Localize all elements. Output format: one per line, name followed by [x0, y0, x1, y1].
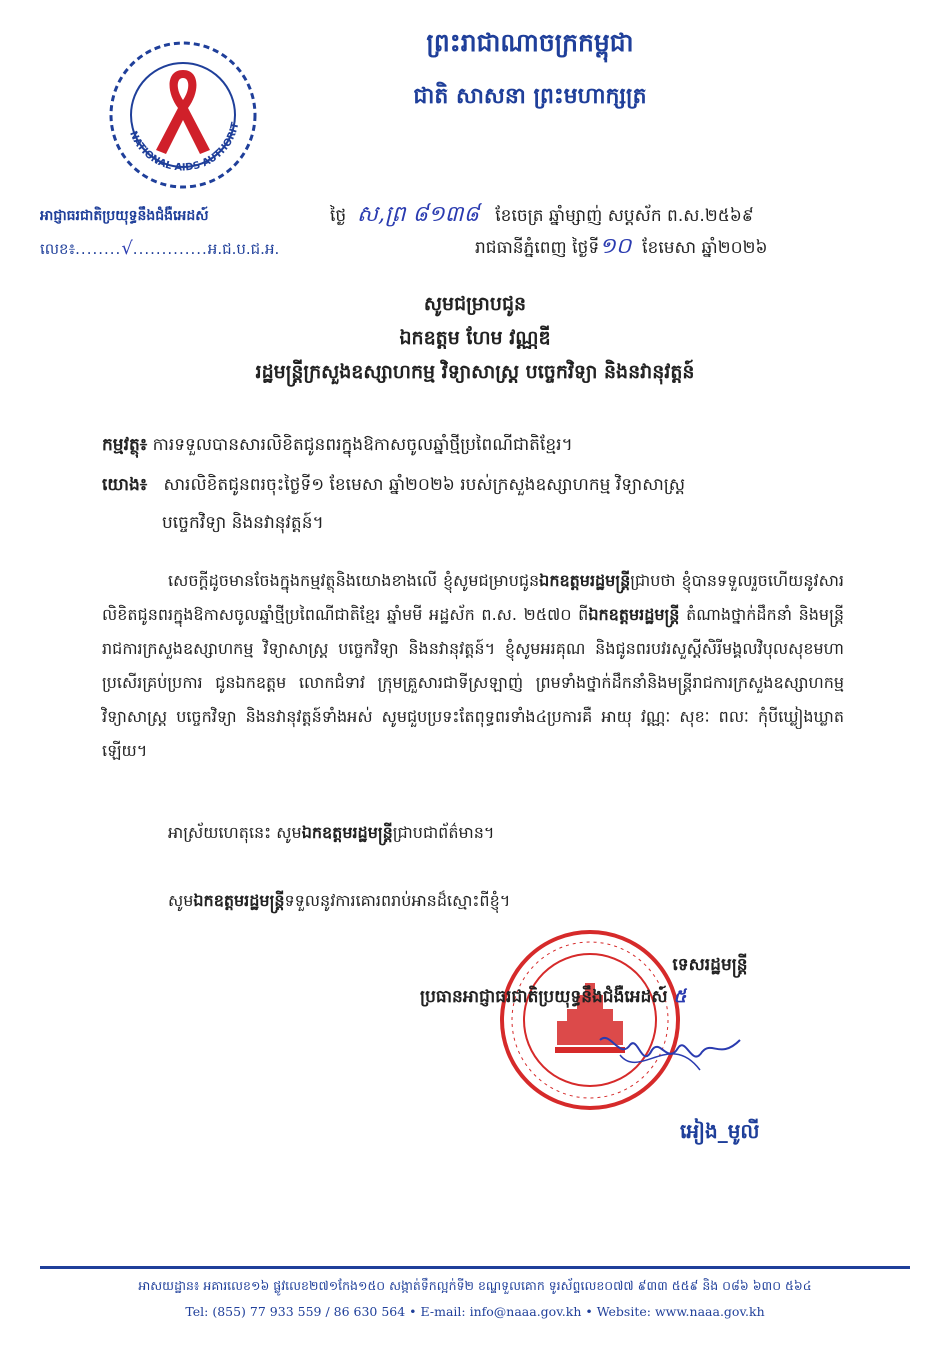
national-motto: ជាតិ សាសនា ព្រះមហាក្សត្រ [413, 84, 647, 109]
footer-contact: Tel: (855) 77 933 559 / 86 630 564 • E-mail: info@naaa.gov.kh • Website: www.naaa.gov.kh [185, 1304, 765, 1319]
kingdom-title: ព្រះរាជាណាចក្រកម្ពុជា [426, 28, 634, 57]
addressee-greeting: សូមជម្រាបជូន [423, 293, 527, 315]
body-paragraph-2: អាស្រ័យហេតុនេះ សូមឯកឧត្តមរដ្ឋមន្ត្រីជ្រាបជាព័ត៌មាន។ [168, 823, 495, 842]
reference-label: លេខ៖ [40, 240, 76, 258]
subject-text: ការទទួលបានសារលិខិតជូនពរក្នុងឱកាសចូលឆ្នាំថ្មីប្រពៃណីជាតិខ្មែរ។ [152, 435, 573, 455]
initial-mark: ៥ [673, 986, 687, 1007]
logo-text: NATIONAL AIDS AUTHORIT [127, 121, 242, 174]
body-paragraph-3: សូមឯកឧត្តមរដ្ឋមន្ត្រីទទួលនូវការគោរពរាប់អានដ៏ស្មោះពីខ្ញុំ។ [168, 891, 511, 910]
reference-suffix: អ.ជ.ប.ជ.អ. [207, 240, 280, 258]
addressee-title: រដ្ឋមន្ត្រីក្រសួងឧស្សាហកម្ម វិទ្យាសាស្ត្រ បច្ចេកវិទ្យា និងនវានុវត្តន៍ [255, 361, 695, 383]
reference-line: យោង៖ សារលិខិតជូនពរចុះថ្ងៃទី១ ខែមេសា ឆ្នាំ២០២៦ របស់ក្រសួងឧស្សាហកម្ម វិទ្យាសាស្ត្រ [102, 475, 686, 495]
reference-handwritten: √ [121, 238, 133, 259]
addressee-name: ឯកឧត្តម ហែម វណ្ណឌី [399, 327, 551, 349]
footer-address: អាសយដ្ឋាន៖ អគារលេខ១៦ ផ្លូវលេខ២៧១កែង១៥០ សង្កាត់ទឹកល្អក់ទី២ ខណ្ឌទួលគោក ទូរស័ព្ទលេខ០៧៧ ៩៣៣ ៥៥៩ និង ០៨៦ ៦៣០ ៥៦៤ [138, 1278, 812, 1293]
naa-logo [88, 30, 278, 210]
subject-label: កម្មវត្ថុ៖ [102, 435, 148, 455]
handwritten-day: ១០ [599, 234, 632, 259]
signatory-name: អៀង_មូលី [680, 1119, 760, 1143]
reference-line-label: យោង៖ [102, 475, 148, 495]
signatory-title: ទេសរដ្ឋមន្ត្រី [672, 955, 748, 975]
date-line-lunar: ថ្ងៃ ស,ព្រ ៨១៣៨ ខែចេត្រ ឆ្នាំម្សាញ់ សប្តស័ក ព.ស.២៥៦៩ [330, 202, 754, 227]
handwritten-signature [580, 1010, 760, 1090]
signatory-organization: ប្រធានអាជ្ញាធរជាតិប្រយុទ្ធនឹងជំងឺអេដស៍ ៥ [420, 986, 687, 1007]
date-line-solar: រាជធានីភ្នំពេញ ថ្ងៃទី១០ ខែមេសា ឆ្នាំ២០២៦ [475, 234, 768, 259]
handwritten-lunar-date: ស,ព្រ ៨១៣៨ [357, 202, 480, 227]
body-paragraph-1: សេចក្តីដូចមានចែងក្នុងកម្មវត្ថុនិងយោងខាងលើ ខ្ញុំសូមជម្រាបជូនឯកឧត្តមរដ្ឋមន្ត្រីជ្រាបថា ខ្ញុំបានទទួលរួចហើយនូវសារលិខិតជូនពរក្នុងឱកាសចូលឆ្នាំថ្មីប្រពៃណីជាតិខ្មែរ ឆ្នាំមមី អដ្ឋស័ក ព.ស. ២៥៧០ ពីឯកឧត្តមរដ្ឋមន្ត្រី តំណាងថ្នាក់ដឹកនាំ និងមន្ត្រីរាជការក្រសួងឧស្សាហកម្ម វិទ្យាសាស្ត្រ បច្ចេកវិទ្យា និងនវានុវត្តន៍។ ខ្ញុំសូមអរគុណ និងជូនពរបវរសួស្តីសិរីមង្គលវិបុលសុខមហាប្រសើរគ្រប់ប្រការ ជូនឯកឧត្តម លោកជំទាវ ក្រុមគ្រួសារជាទីស្រឡាញ់ ព្រមទាំងថ្នាក់ដឹកនាំនិងមន្ត្រីរាជការក្រសួងឧស្សាហកម្ម វិទ្យាសាស្ត្រ បច្ចេកវិទ្យា និងនវានុវត្តន៍ទាំងអស់ សូមជួបប្រទះតែពុទ្ធពរទាំង៤ប្រការគឺ អាយុ វណ្ណៈ សុខៈ ពលៈ កុំបីឃ្លៀងឃ្លាតឡើយ។ [102, 571, 844, 760]
reference-number: លេខ៖........√.............អ.ជ.ប.ជ.អ. [40, 238, 280, 259]
organization-name: អាជ្ញាធរជាតិប្រយុទ្ធនឹងជំងឺអេដស៍ [40, 208, 209, 224]
subject-line [102, 428, 862, 462]
reference-line-continued: បច្ចេកវិទ្យា និងនវានុវត្តន៍។ [162, 513, 324, 533]
footer-divider [40, 1266, 910, 1269]
